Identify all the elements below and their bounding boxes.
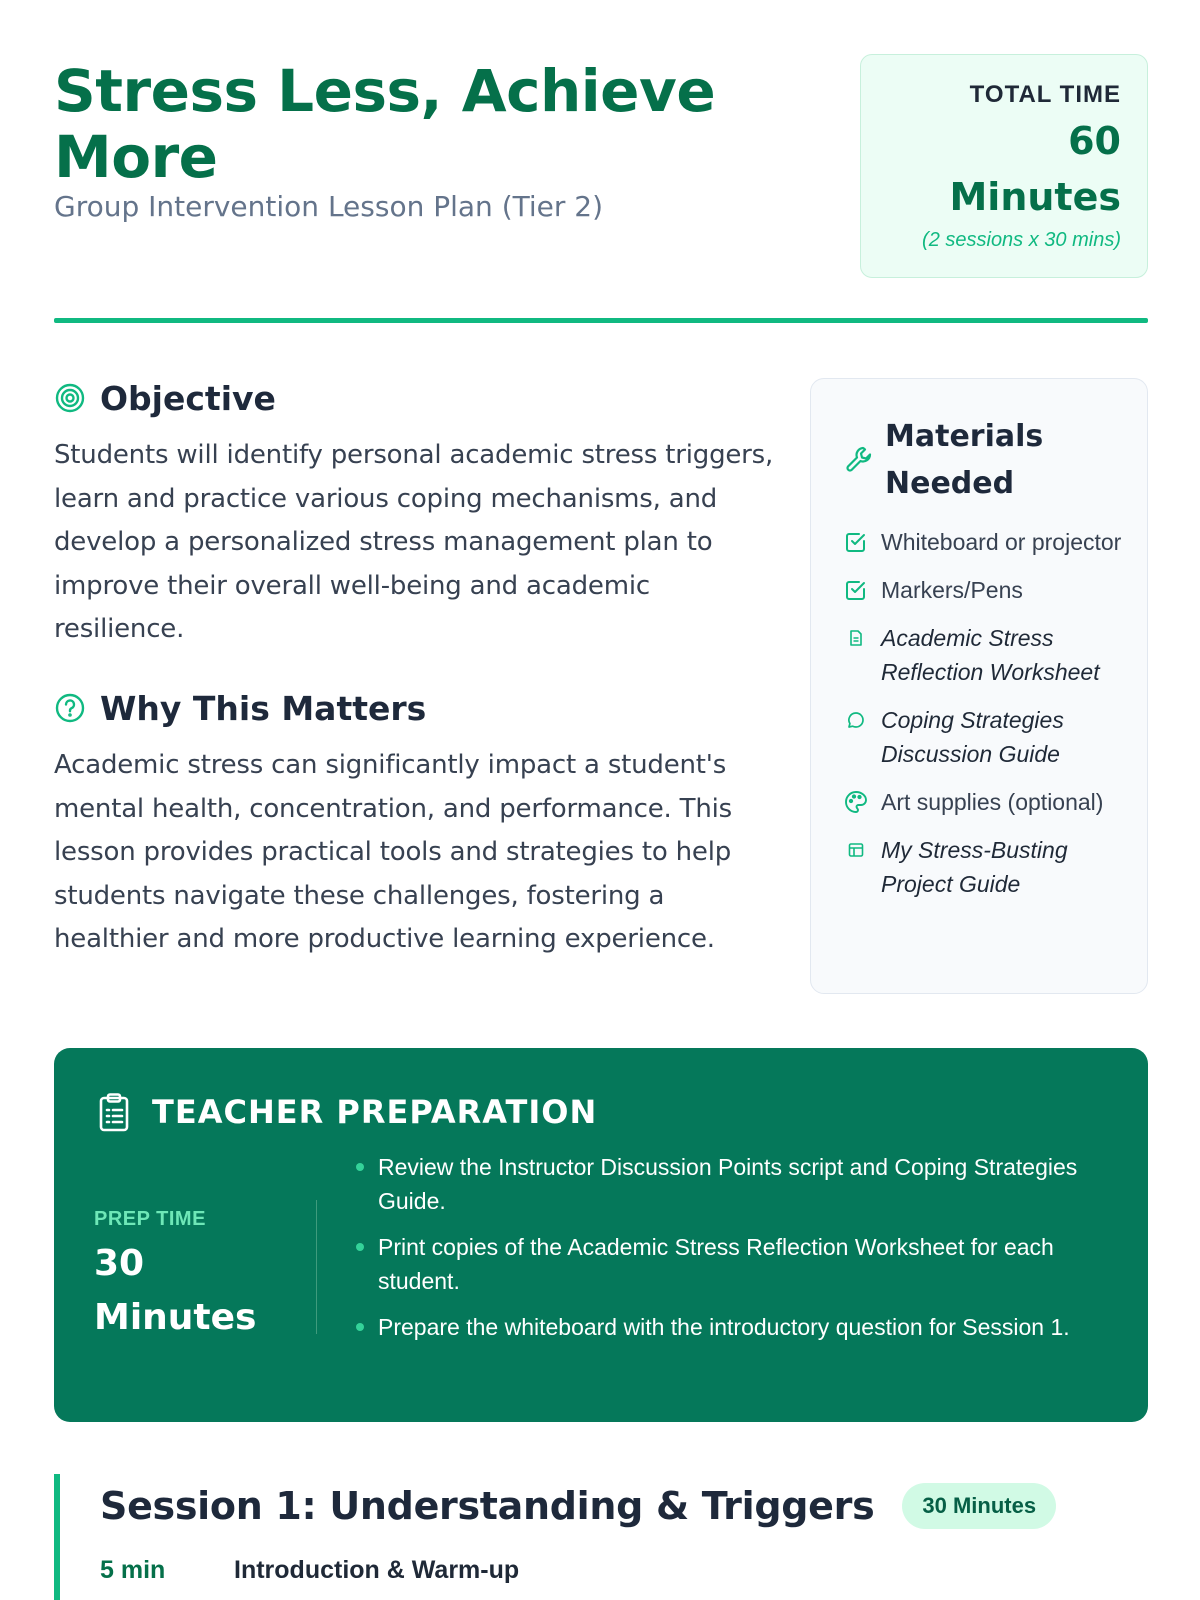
objective-title: Objective bbox=[100, 378, 276, 418]
materials-list bbox=[843, 525, 1123, 901]
session-step bbox=[100, 1556, 1148, 1585]
prep-time bbox=[94, 1208, 274, 1345]
total-time-value: 60 Minutes bbox=[949, 119, 1121, 219]
materials-item bbox=[843, 621, 1123, 689]
total-time-label: TOTAL TIME bbox=[969, 81, 1121, 108]
document-icon bbox=[843, 621, 869, 655]
materials-header bbox=[843, 413, 1123, 507]
materials-item bbox=[843, 525, 1123, 559]
palette-icon bbox=[843, 785, 869, 819]
total-time-note: (2 sessions x 30 mins) bbox=[922, 229, 1121, 251]
objective-text: Students will identify personal academic stress triggers, learn and practice various coping mechanisms, and develop a personalized stress management plan to improve their overall well-being and academic resilience. bbox=[54, 440, 774, 644]
materials-item-label: My Stress-Busting Project Guide bbox=[881, 837, 1068, 897]
bullet-dot bbox=[356, 1243, 364, 1251]
materials-item bbox=[843, 573, 1123, 607]
checkbox-icon bbox=[843, 525, 869, 559]
session-header bbox=[100, 1480, 1148, 1532]
materials-item bbox=[843, 703, 1123, 771]
prep-item bbox=[356, 1310, 1116, 1344]
target-icon bbox=[54, 382, 86, 414]
prep-time-label: PREP TIME bbox=[94, 1208, 206, 1230]
why-section bbox=[54, 686, 774, 962]
layout-icon bbox=[843, 833, 869, 867]
teacher-preparation-card bbox=[54, 1048, 1148, 1422]
materials-item-label: Academic Stress Reflection Worksheet bbox=[881, 625, 1100, 685]
prep-list bbox=[356, 1150, 1116, 1356]
materials-item-label: Coping Strategies Discussion Guide bbox=[881, 707, 1064, 767]
prep-item-text: Prepare the whiteboard with the introductory question for Session 1. bbox=[378, 1314, 1070, 1340]
total-time-card bbox=[860, 54, 1148, 278]
prep-item-text: Print copies of the Academic Stress Reflection Worksheet for each student. bbox=[378, 1234, 1054, 1294]
step-title: Introduction & Warm-up bbox=[234, 1556, 520, 1584]
page-subtitle: Group Intervention Lesson Plan (Tier 2) bbox=[54, 190, 604, 223]
prep-item bbox=[356, 1150, 1116, 1218]
materials-item-label: Markers/Pens bbox=[881, 577, 1023, 603]
why-text: Academic stress can significantly impact a student's mental health, concentration, and performance. This lesson provides practical tools and strategies to help students navigate these challenges, fostering a healthier and more productive learning experience. bbox=[54, 750, 733, 954]
objective-section bbox=[54, 376, 774, 652]
step-time: 5 min bbox=[100, 1556, 166, 1584]
materials-item bbox=[843, 785, 1123, 819]
question-circle-icon bbox=[54, 692, 86, 724]
checkbox-icon bbox=[843, 573, 869, 607]
header-divider bbox=[54, 318, 1148, 323]
header bbox=[54, 54, 1148, 278]
materials-item bbox=[843, 833, 1123, 901]
session-title: Session 1: Understanding & Triggers bbox=[100, 1484, 875, 1528]
session-duration-badge: 30 Minutes bbox=[902, 1483, 1056, 1529]
materials-title: Materials Needed bbox=[885, 419, 1044, 501]
bullet-dot bbox=[356, 1163, 364, 1171]
prep-divider bbox=[316, 1200, 317, 1334]
page-title: Stress Less, Achieve More bbox=[54, 57, 716, 191]
materials-card bbox=[810, 378, 1148, 994]
prep-title: TEACHER PREPARATION bbox=[152, 1093, 598, 1131]
bullet-dot bbox=[356, 1323, 364, 1331]
why-title: Why This Matters bbox=[100, 688, 427, 728]
clipboard-icon bbox=[96, 1092, 132, 1132]
prep-item bbox=[356, 1230, 1116, 1298]
speech-bubble-icon bbox=[843, 703, 869, 737]
why-header bbox=[54, 686, 774, 730]
materials-item-label: Art supplies (optional) bbox=[881, 789, 1104, 815]
prep-time-value: 30 Minutes bbox=[94, 1243, 257, 1338]
wrench-icon bbox=[843, 444, 875, 476]
prep-item-text: Review the Instructor Discussion Points script and Coping Strategies Guide. bbox=[378, 1154, 1078, 1214]
lesson-plan-page bbox=[54, 0, 1148, 1600]
prep-header bbox=[96, 1092, 597, 1132]
materials-item-label: Whiteboard or projector bbox=[881, 529, 1122, 555]
session-1 bbox=[54, 1474, 1148, 1600]
objective-header bbox=[54, 376, 774, 420]
